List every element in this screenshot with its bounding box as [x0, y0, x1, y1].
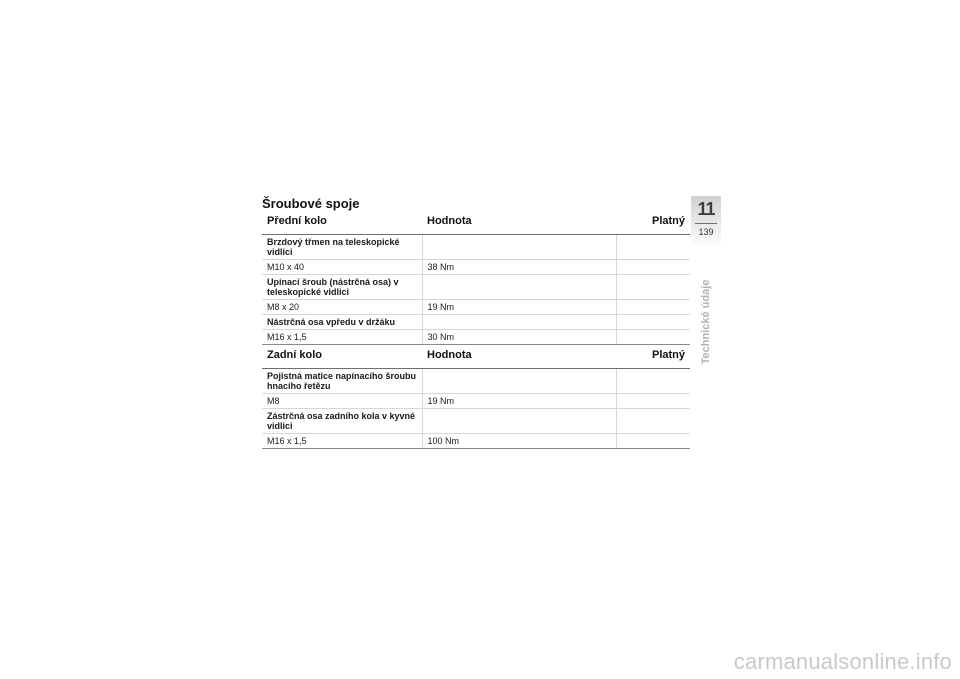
row-value: 38 Nm — [422, 260, 616, 275]
row-label: M16 x 1,5 — [262, 434, 422, 449]
front-wheel-table — [262, 208, 690, 345]
table-row — [262, 434, 690, 449]
table-row — [262, 409, 690, 434]
chapter-number: 11 — [697, 199, 715, 219]
row-valid — [616, 300, 690, 315]
row-label: Pojistná matice napínacího šroubu hnacího řetězu — [262, 369, 422, 394]
row-value: 19 Nm — [422, 394, 616, 409]
row-valid — [616, 260, 690, 275]
row-label: Nástrčná osa vpředu v držáku — [262, 315, 422, 330]
chapter-side-label: Technické údaje — [700, 279, 712, 365]
column-header-valid: Platný — [616, 342, 690, 369]
row-value — [422, 235, 616, 260]
row-value: 30 Nm — [422, 330, 616, 345]
chapter-divider — [695, 223, 717, 224]
row-label: Zástrčná osa zadního kola v kyvné vidlici — [262, 409, 422, 434]
row-label: M10 x 40 — [262, 260, 422, 275]
table-row — [262, 394, 690, 409]
table-row — [262, 300, 690, 315]
table-row — [262, 260, 690, 275]
row-value — [422, 315, 616, 330]
row-valid — [616, 275, 690, 300]
column-header-part: Přední kolo — [262, 208, 422, 235]
table-row — [262, 315, 690, 330]
rear-wheel-table — [262, 342, 690, 449]
page-title: Šroubové spoje — [262, 196, 360, 211]
row-value — [422, 369, 616, 394]
row-value: 100 Nm — [422, 434, 616, 449]
row-value — [422, 409, 616, 434]
row-valid — [616, 409, 690, 434]
row-valid — [616, 235, 690, 260]
page-number: 139 — [698, 227, 714, 237]
watermark: carmanualsonline.info — [733, 649, 952, 674]
row-label: Brzdový třmen na teleskopické vidlici — [262, 235, 422, 260]
column-header-value: Hodnota — [422, 342, 616, 369]
row-label: M16 x 1,5 — [262, 330, 422, 345]
column-header-value: Hodnota — [422, 208, 616, 235]
row-valid — [616, 434, 690, 449]
table-row — [262, 275, 690, 300]
row-valid — [616, 394, 690, 409]
row-label: M8 — [262, 394, 422, 409]
table-row — [262, 369, 690, 394]
row-valid — [616, 315, 690, 330]
row-valid — [616, 369, 690, 394]
row-value — [422, 275, 616, 300]
table-row — [262, 235, 690, 260]
row-value: 19 Nm — [422, 300, 616, 315]
table-header-row — [262, 342, 690, 369]
table-header-row — [262, 208, 690, 235]
column-header-part: Zadní kolo — [262, 342, 422, 369]
column-header-valid: Platný — [616, 208, 690, 235]
row-label: Upínací šroub (nástrčná osa) v teleskopické vidlici — [262, 275, 422, 300]
row-label: M8 x 20 — [262, 300, 422, 315]
